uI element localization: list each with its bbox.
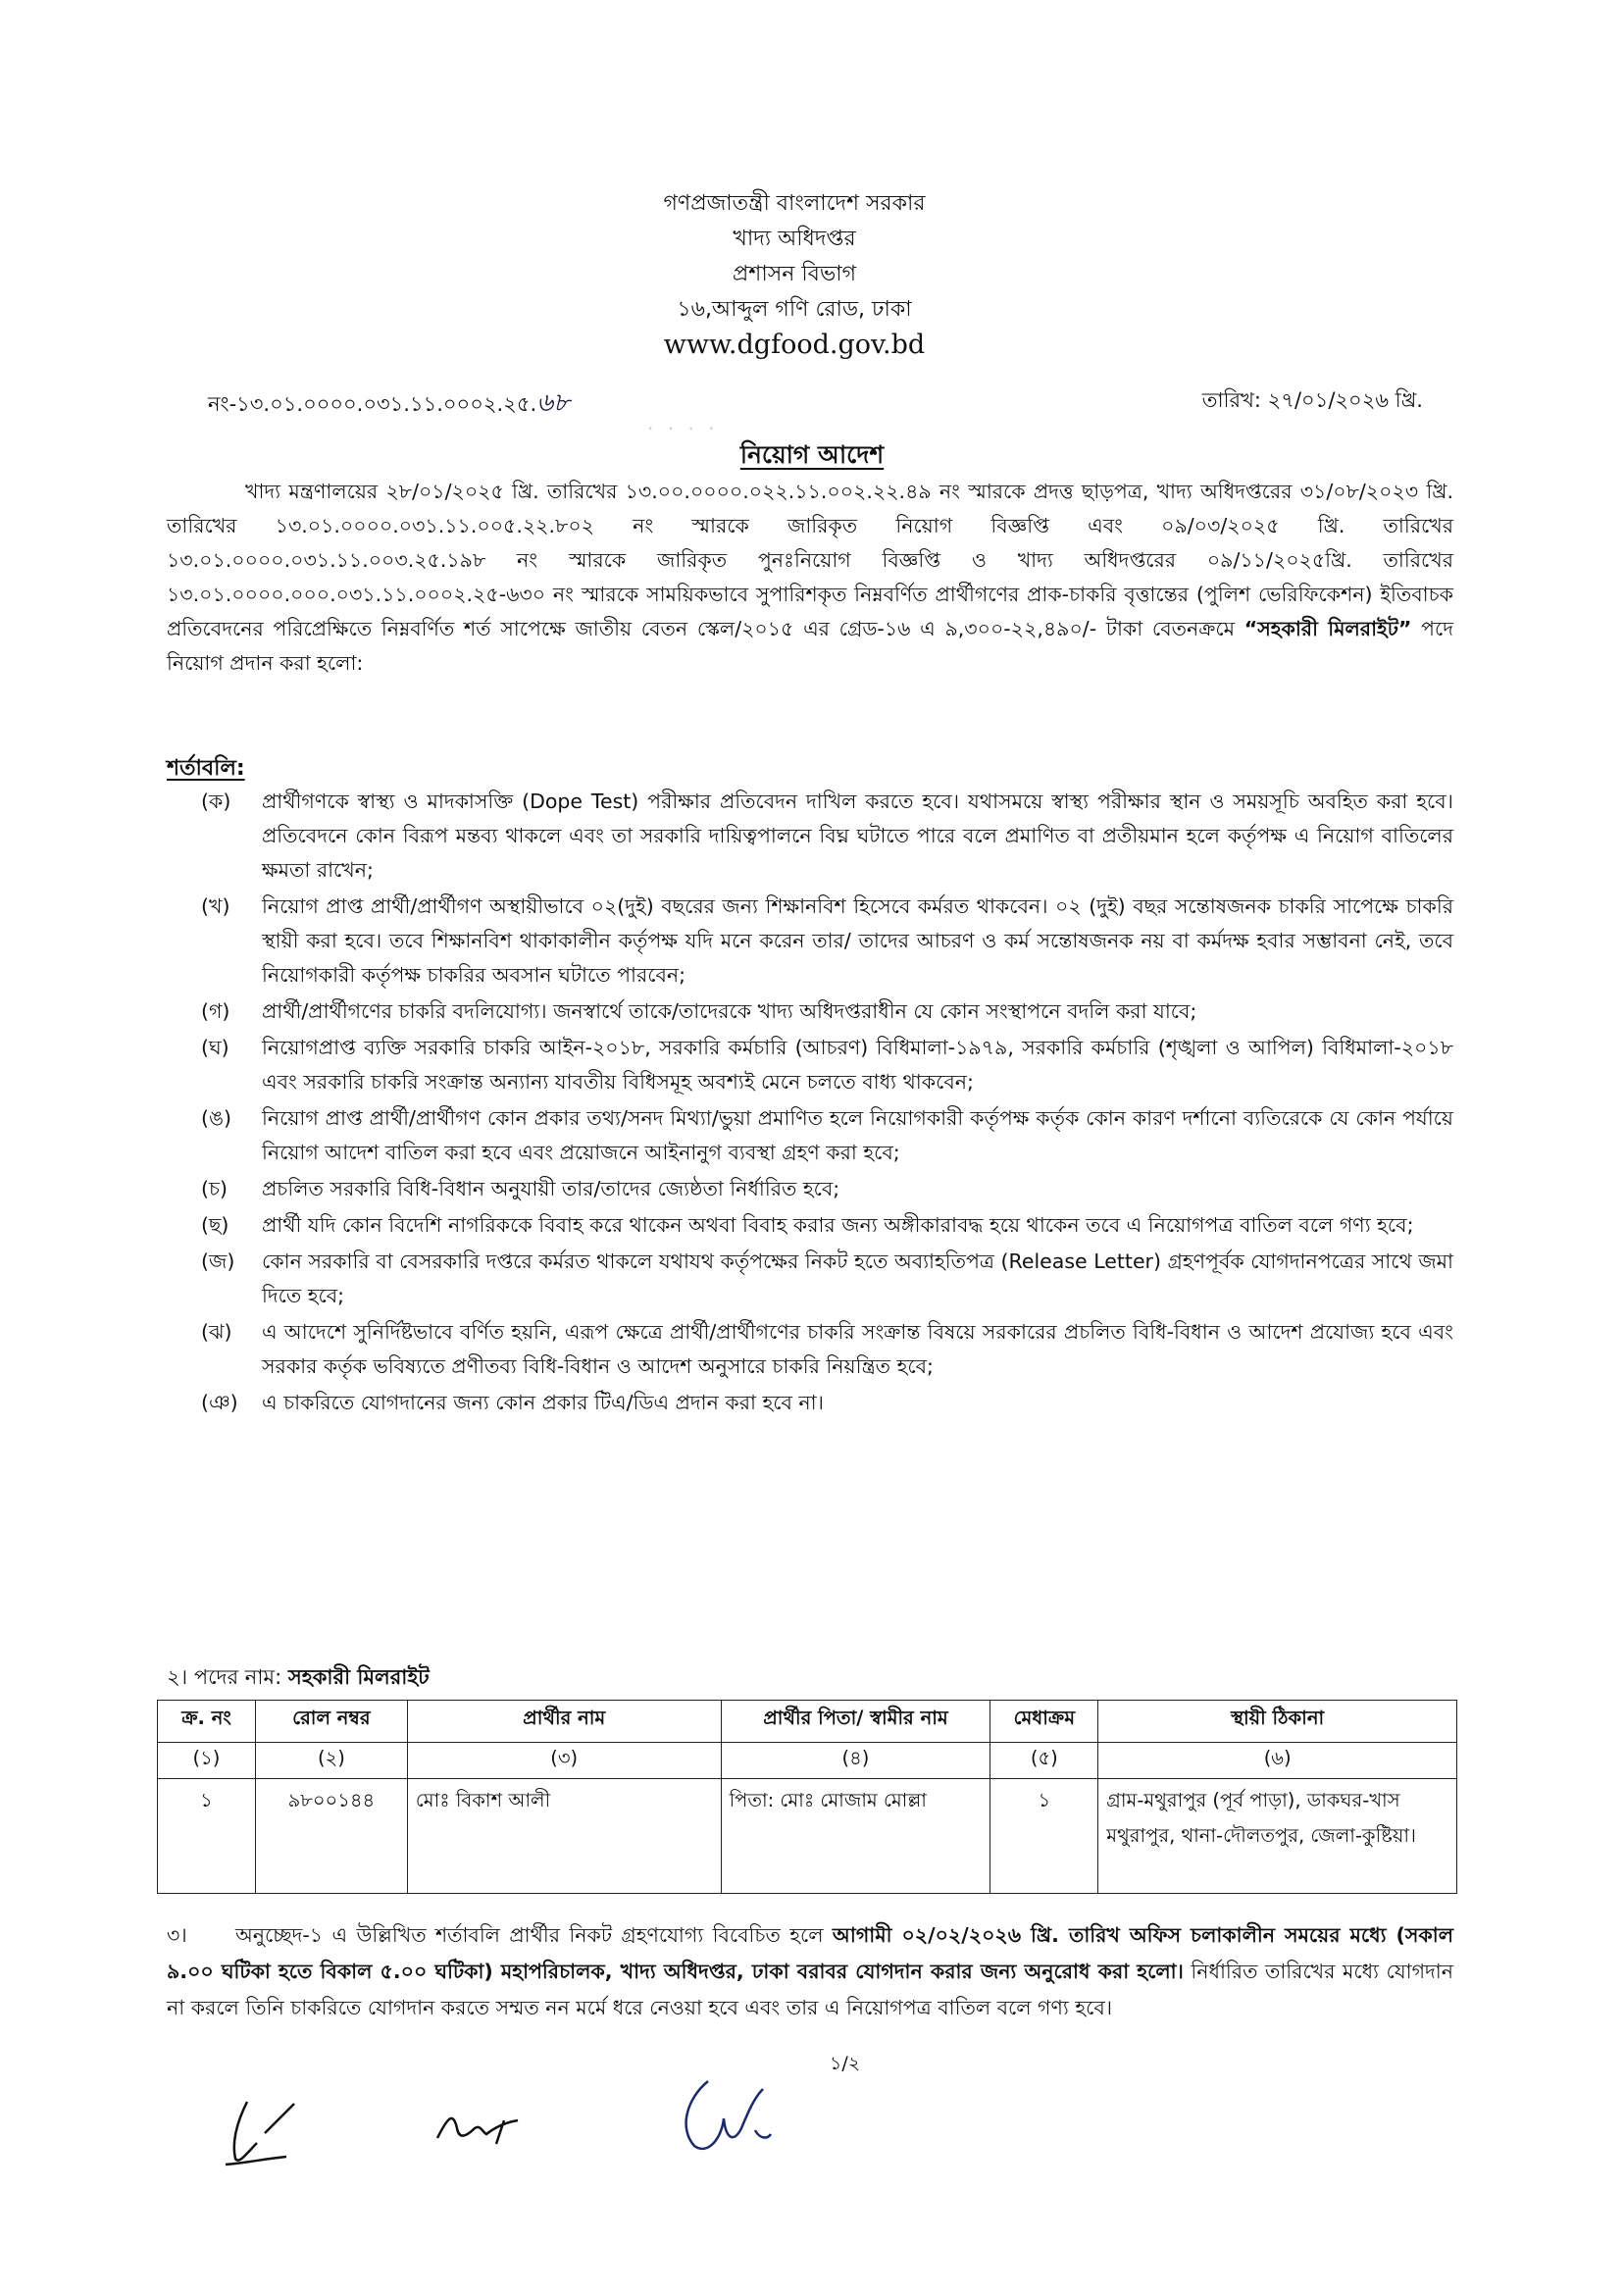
intro-paragraph: খাদ্য মন্ত্রণালয়ের ২৮/০১/২০২৫ খ্রি. তারিখের ১৩.০০.০০০০.০২২.১১.০০২.২২.৪৯ নং স্মারকে প্রদত্ত ছাড়পত্র, খাদ্য অধিদপ্তরের ৩১/০৮/২০২৩ খ্রি. তারিখের ১৩.০১.০০০০.০৩১.১১.০০৫.২২.৮০২ নং স্মারকে জারিকৃত নিয়োগ বিজ্ঞপ্তি এবং ০৯/০৩/২০২৫ খ্রি. তারিখের ১৩.০১.০০০০.০৩১.১১.০০৩.২৫.১৯৮ নং স্মারকে জারিকৃত পুনঃনিয়োগ বিজ্ঞপ্তি ও খাদ্য অধিদপ্তরের ০৯/১১/২০২৫খ্রি. তারিখের ১৩.০১.০০০০.০০০.০৩১.১১.০০০২.২৫-৬৩০ নং স্মারকে সাময়িকভাবে সুপারিশকৃত নিম্নবর্ণিত প্রার্থীগণের প্রাক-চাকরি বৃত্তান্তের (পুলিশ ভেরিফিকেশন) ইতিবাচক প্রতিবেদনের পরিপ্রেক্ষিতে নিম্নবর্ণিত শর্ত সাপেক্ষে জাতীয় বেতন স্কেল/২০১৫ এর গ্রেড-১৬ এ ৯,৩০০-২২,৪৯০/- টাকা বেতনক্রমে “সহকারী মিলরাইট” পদে নিয়োগ প্রদান করা হলো: (167, 480, 1453, 675)
memo-number-handwritten: ৬৮ (536, 388, 570, 418)
page-marker: ১/২ (830, 2053, 861, 2074)
col-header: ক্র. নং (158, 1701, 256, 1743)
table-header-row (158, 1701, 1457, 1743)
department-name: প্রশাসন বিভাগ (732, 262, 857, 286)
col-header: মেধাক্রম (990, 1701, 1098, 1743)
address-cell: গ্রাম-মথুরাপুর (পূর্ব পাড়া), ডাকঘর-খাস মথুরাপুর, থানা-দৌলতপুর, জেলা-কুষ্টিয়া। (1098, 1779, 1457, 1894)
condition-item: (ঝ) এ আদেশে সুনির্দিষ্টভাবে বর্ণিত হয়নি, এরূপ ক্ষেত্রে প্রার্থী/প্রার্থীগণের চাকরি সংক্রান্ত বিষয়ে সরকারের প্রচলিত বিধি-বিধান ও আদেশ প্রযোজ্য হবে এবং সরকার কর্তৃক ভবিষ্যতে প্রণীতব্য বিধি-বিধান ও আদেশ অনুসারে চাকরি নিয়ন্ত্রিত হবে; (201, 1320, 1453, 1378)
candidate-name-cell: মোঃ বিকাশ আলী (407, 1779, 721, 1894)
govt-name: গণপ্রজাতন্ত্রী বাংলাদেশ সরকার (663, 191, 926, 216)
condition-item: (ক) প্রার্থীগণকে স্বাস্থ্য ও মাদকাসক্তি (Dope Test) পরীক্ষার প্রতিবেদন দাখিল করতে হবে। যথাসময়ে স্বাস্থ্য পরীক্ষার স্থান ও সময়সূচি অবহিত করা হবে। প্রতিবেদনে কোন বিরূপ মন্তব্য থাকলে এবং তা সরকারি দায়িত্বপালনে বিঘ্ন ঘটাতে পারে বলে প্রমাণিত বা প্রতীয়মান হলে কর্তৃপক্ষ এ নিয়োগ বাতিলের ক্ষমতা রাখেন; (201, 790, 1453, 882)
conditions-heading: শর্তাবলি: (167, 756, 245, 781)
condition-item: (ছ) প্রার্থী যদি কোন বিদেশি নাগরিককে বিবাহ করে থাকেন অথবা বিবাহ করার জন্য অঙ্গীকারাবদ্ধ হয়ে থাকেন তবে এ নিয়োগপত্র বাতিল বলে গণ্য হবে; (201, 1213, 1414, 1237)
condition-item: (গ) প্রার্থী/প্রার্থীগণের চাকরি বদলিযোগ্য। জনস্বার্থে তাকে/তাদেরকে খাদ্য অধিদপ্তরাধীন যে কোন সংস্থাপনে বদলি করা যাবে; (201, 999, 1197, 1023)
condition-item: (চ) প্রচলিত সরকারি বিধি-বিধান অনুযায়ী তার/তাদের জ্যেষ্ঠতা নির্ধারিত হবে; (201, 1177, 840, 1200)
table-colnum-row: (১) (২) (৩) (৪) (৫) (৬) (158, 1743, 1457, 1779)
memo-number (208, 382, 570, 426)
memo-number-text: নং-১৩.০১.০০০০.০৩১.১১.০০০২.২৫. (208, 392, 537, 416)
col-header: স্থায়ী ঠিকানা (1098, 1701, 1457, 1743)
father-name-cell: পিতা: মোঃ মোজাম মোল্লা (721, 1779, 990, 1894)
condition-item: (ঞ) এ চাকরিতে যোগদানের জন্য কোন প্রকার টিএ/ডিএ প্রদান করা হবে না। (201, 1391, 824, 1414)
col-header: প্রার্থীর পিতা/ স্বামীর নাম (721, 1701, 990, 1743)
condition-item: (জ) কোন সরকারি বা বেসরকারি দপ্তরে কর্মরত থাকলে যথাযথ কর্তৃপক্ষের নিকট হতে অব্যাহতিপত্র (Release Letter) গ্রহণপূর্বক যোগদানপত্রের সাথে জমা দিতে হবে; (201, 1249, 1453, 1307)
condition-item: (ঘ) নিয়োগপ্রাপ্ত ব্যক্তি সরকারি চাকরি আইন-২০১৮, সরকারি কর্মচারি (আচরণ) বিধিমালা-১৯৭৯, সরকারি কর্মচারি (শৃঙ্খলা ও আপিল) বিধিমালা-২০১৮ এবং সরকারি চাকরি সংক্রান্ত অন্যান্য যাবতীয় বিধিসমূহ অবশ্যই মেনে চলতে বাধ্য থাকবেন; (201, 1036, 1453, 1094)
condition-item: (খ) নিয়োগ প্রাপ্ত প্রার্থী/প্রার্থীগণ অস্থায়ীভাবে ০২(দুই) বছরের জন্য শিক্ষানবিশ হিসেবে কর্মরত থাকবেন। ০২ (দুই) বছর সন্তোষজনক চাকরি সাপেক্ষে চাকরি স্থায়ী করা হবে। তবে শিক্ষানবিশ থাকাকালীন কর্তৃপক্ষ যদি মনে করেন তার/ তাদের আচরণ ও কর্ম সন্তোষজনক নয় বা কর্মদক্ষ হবার সম্ভাবনা নেই, তবে নিয়োগকারী কর্তৃপক্ষ চাকরির অবসান ঘটাতে পারবেন; (201, 894, 1453, 987)
candidate-table (157, 1700, 1457, 1894)
joining-instruction-bold: আগামী ০২/০২/২০২৬ খ্রি. তারিখ অফিস চলাকালীন সময়ের মধ্যে (সকাল ৯.০০ ঘটিকা হতে বিকাল ৫.০০ ঘটিকা) মহাপরিচালক, খাদ্য অধিদপ্তর, ঢাকা বরাবর যোগদান করার জন্য অনুরোধ করা হলো। (167, 1923, 1453, 1983)
post-title-line: ২। পদের নাম: সহকারী মিলরাইট (167, 1665, 430, 1689)
post-name-bold: “সহকারী মিলরাইট” (1243, 617, 1412, 640)
memo-date: তারিখ: ২৭/০১/২০২৬ খ্রি. (1201, 388, 1423, 412)
conditions-list (201, 785, 1453, 1422)
initial-signature-3 (669, 2069, 806, 2163)
office-name: খাদ্য অধিদপ্তর (733, 227, 856, 251)
page-title: নিয়োগ আদেশ (739, 440, 885, 469)
letterhead (588, 186, 1000, 363)
serial-cell: ১ (158, 1779, 256, 1894)
website-link[interactable]: www.dgfood.gov.bd (663, 330, 926, 360)
initial-signature-2 (428, 2099, 526, 2158)
condition-item: (ঙ) নিয়োগ প্রাপ্ত প্রার্থী/প্রার্থীগণ কোন প্রকার তথ্য/সনদ মিথ্যা/ভুয়া প্রমাণিত হলে নিয়োগকারী কর্তৃপক্ষ কর্তৃক কোন কারণ দর্শানো ব্যতিরেকে যে কোন পর্যায়ে নিয়োগ আদেশ বাতিল করা হবে এবং প্রয়োজনে আইনানুগ ব্যবস্থা গ্রহণ করা হবে; (201, 1106, 1453, 1164)
joining-paragraph: ৩। অনুচ্ছেদ-১ এ উল্লিখিত শর্তাবলি প্রার্থীর নিকট গ্রহণযোগ্য বিবেচিত হলে আগামী ০২/০২/২০২৬ খ্রি. তারিখ অফিস চলাকালীন সময়ের মধ্যে (সকাল ৯.০০ ঘটিকা হতে বিকাল ৫.০০ ঘটিকা) মহাপরিচালক, খাদ্য অধিদপ্তর, ঢাকা বরাবর যোগদান করার জন্য অনুরোধ করা হলো। নির্ধারিত তারিখের মধ্যে যোগদান না করলে তিনি চাকরিতে যোগদান করতে সম্মত নন মর্মে ধরে নেওয়া হবে এবং তার এ নিয়োগপত্র বাতিল বলে গণ্য হবে। (167, 1923, 1453, 2019)
office-address: ১৬,আব্দুল গণি রোড, ঢাকা (677, 297, 912, 322)
post-name: সহকারী মিলরাইট (287, 1665, 430, 1689)
initial-signature-1 (218, 2094, 306, 2172)
faint-mark: · · · · (647, 417, 719, 440)
table-row (158, 1779, 1457, 1894)
col-header: প্রার্থীর নাম (407, 1701, 721, 1743)
roll-cell: ৯৮০০১৪৪ (255, 1779, 407, 1894)
col-header: রোল নম্বর (255, 1701, 407, 1743)
merit-cell: ১ (990, 1779, 1098, 1894)
